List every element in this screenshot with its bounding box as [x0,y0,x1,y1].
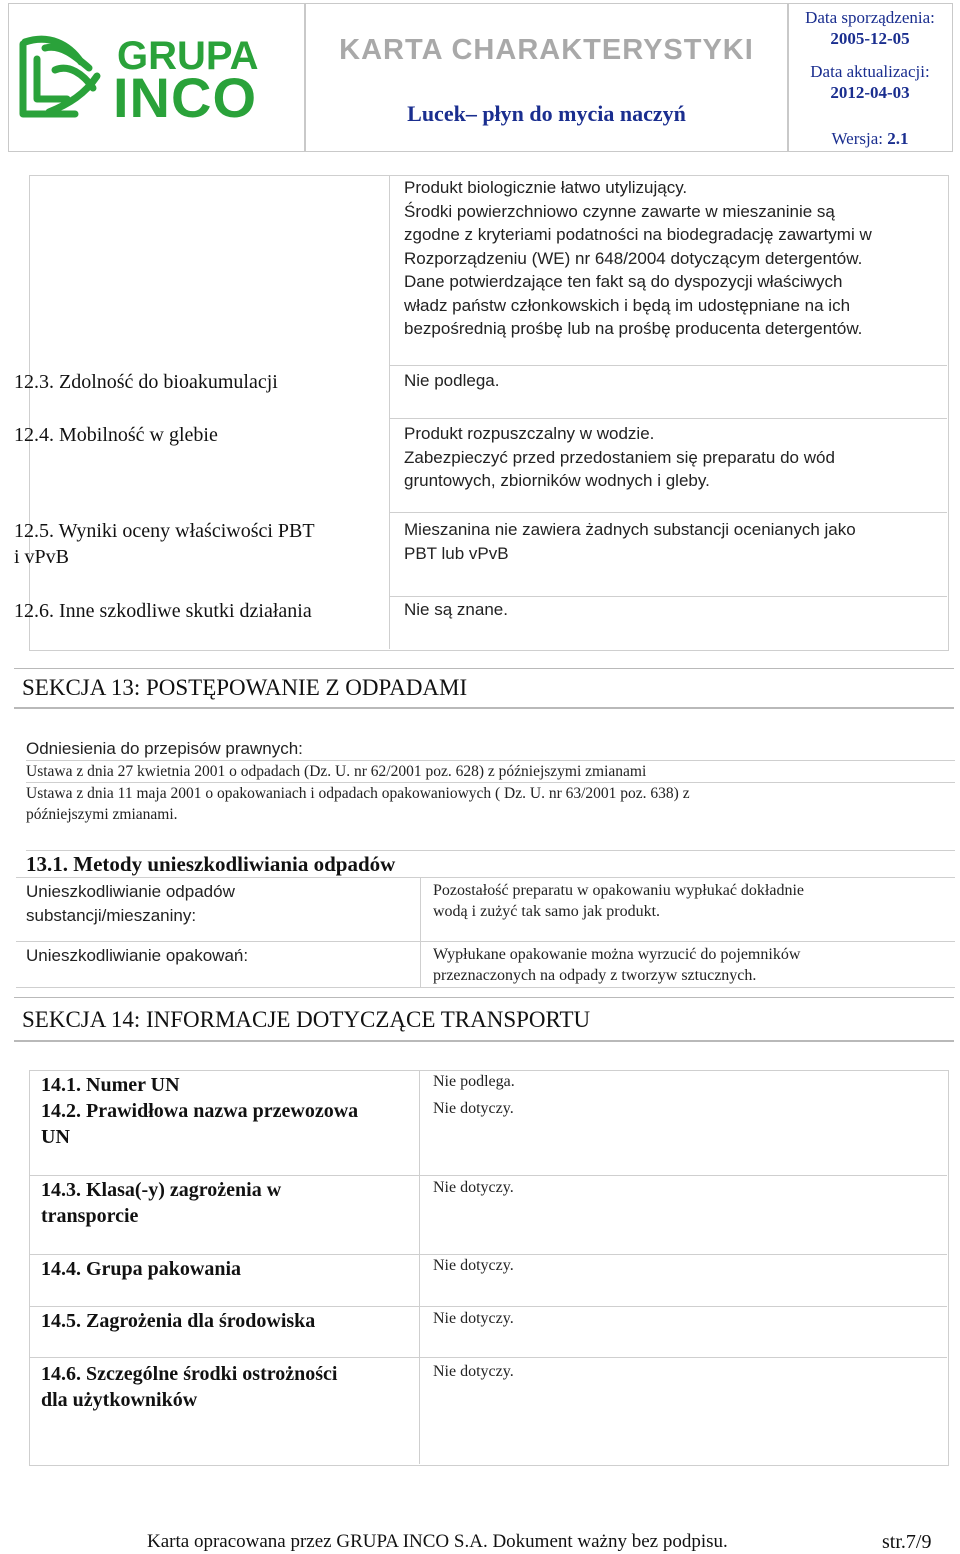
legal-reference-line: Ustawa z dnia 11 maja 2001 o opakowaniach i odpadach opakowaniowych ( Dz. U. nr 63/2001 poz. 638) z [26,785,690,802]
row-line [26,760,955,761]
section12-intro [404,176,872,341]
label-line: 12.5. Wyniki oceny właściwości PBT [14,520,315,542]
label-line: 14.3. Klasa(-y) zagrożenia w [41,1179,282,1201]
transport-row-value: Nie dotyczy. [433,1363,514,1380]
s12-row-value [404,369,499,393]
row-line [16,987,955,988]
transport-row-label [41,1361,337,1413]
label-line: 12.6. Inne szkodliwe skutki działania [14,600,312,622]
waste-methods-heading: 13.1. Metody unieszkodliwiania odpadów [26,852,396,876]
version-value: 2.1 [887,129,909,148]
updated-date-label: Data aktualizacji: [810,62,930,81]
section13-heading-underline [14,707,954,709]
legal-references-label: Odniesienia do przepisów prawnych: [26,739,303,758]
section12-divider [389,175,390,649]
intro-line: bezpośrednią prośbę lub na prośbę producenta detergentów. [404,319,863,338]
value-line: gruntowych, zbiorników wodnych i gleby. [404,471,710,490]
updated-date-value: 2012-04-03 [830,83,910,102]
row-line [26,782,955,783]
waste-row-value [433,880,804,922]
value-line: Nie są znane. [404,600,508,619]
label-line: 14.1. Numer UN [41,1074,180,1096]
label-line: 14.6. Szczególne środki ostrożności [41,1363,338,1385]
value-line: wodą i zużyć tak samo jak produkt. [433,903,661,920]
label-line: 12.4. Mobilność w glebie [14,424,218,446]
section14-heading-underline [14,1040,954,1042]
s12-row-label [14,598,312,624]
legal-reference-line: późniejszymi zmianami. [26,806,178,823]
value-line: Mieszanina nie zawiera żadnych substancji ocenianych jako [404,520,856,539]
row-line [26,850,955,851]
row-line [389,512,947,513]
value-line: PBT lub vPvB [404,543,509,563]
transport-row-label [41,1098,358,1150]
intro-line: władz państw członkowskich i będą im udostępniane na ich [404,295,851,315]
label-line: i vPvB [14,546,70,568]
section13-divider [420,877,421,987]
value-line: Nie podlega. [404,371,500,390]
logo-text-grupa: GRUPA [117,34,259,78]
transport-row-value: Nie dotyczy. [433,1179,514,1196]
s12-row-value [404,518,856,565]
s12-row-label [14,518,315,570]
intro-line: Dane potwierdzające ten fakt są do dyspozycji właściwych [404,272,843,291]
row-line [389,596,947,597]
s12-row-label [14,369,278,395]
value-line: Wypłukane opakowanie można wyrzucić do pojemników [433,946,801,963]
document-title: KARTA CHARAKTERYSTYKI [339,34,754,66]
transport-row-label [41,1072,180,1098]
section13-top-line [14,668,954,669]
title-box [304,3,789,152]
intro-line: zgodne z kryteriami podatności na biodegradację zawartymi w [404,225,872,244]
product-name: Lucek– płyn do mycia naczyń [407,101,686,126]
transport-row-label [41,1177,281,1229]
label-line: dla użytkowników [41,1389,198,1411]
row-line [29,1306,947,1307]
logo-text-inco: INCO [113,66,257,129]
legal-reference-line: Ustawa z dnia 27 kwietnia 2001 o odpadach (Dz. U. nr 62/2001 poz. 628) z późniejszymi zmianami [26,763,647,780]
transport-row-label [41,1256,241,1282]
grupa-inco-logo [9,4,305,151]
label-line: 12.3. Zdolność do bioakumulacji [14,371,278,393]
row-line [389,418,947,419]
version-line [788,129,952,149]
dates-box [787,3,953,152]
page-number: str.7/9 [882,1531,932,1553]
s12-row-value [404,422,835,493]
created-date-label: Data sporządzenia: [805,8,935,27]
label-line: 14.4. Grupa pakowania [41,1258,242,1280]
row-line [16,877,955,878]
row-line [29,1254,947,1255]
label-line: Unieszkodliwianie opakowań: [26,946,249,965]
waste-row-value [433,944,800,986]
transport-row-label [41,1308,315,1334]
label-line: Unieszkodliwianie odpadów [26,882,235,901]
s12-row-label [14,422,218,448]
section13-heading: SEKCJA 13: POSTĘPOWANIE Z ODPADAMI [22,675,468,700]
transport-row-value: Nie podlega. [433,1073,515,1090]
row-line [389,365,947,366]
created-date-value: 2005-12-05 [830,29,910,48]
section14-heading: SEKCJA 14: INFORMACJE DOTYCZĄCE TRANSPORTU [22,1007,591,1032]
transport-row-value: Nie dotyczy. [433,1310,514,1327]
version-label: Wersja: [831,129,883,148]
row-line [29,1175,947,1176]
value-line: Pozostałość preparatu w opakowaniu wypłukać dokładnie [433,882,805,899]
label-line: UN [41,1126,70,1148]
label-line: 14.2. Prawidłowa nazwa przewozowa [41,1100,359,1122]
logo-box [8,3,306,152]
row-line [29,1357,947,1358]
label-line: substancji/mieszaniny: [26,906,197,925]
row-line [16,941,955,942]
value-line: przeznaczonych na odpady z tworzyw sztucznych. [433,967,757,984]
value-line: Zabezpieczyć przed przedostaniem się preparatu do wód [404,447,835,467]
intro-line: Środki powierzchniowo czynne zawarte w mieszaninie są [404,201,835,221]
transport-row-value: Nie dotyczy. [433,1100,514,1117]
s12-row-value [404,598,508,622]
label-line: 14.5. Zagrożenia dla środowiska [41,1310,316,1332]
value-line: Produkt rozpuszczalny w wodzie. [404,424,655,443]
waste-row-label [26,880,235,928]
section14-top-line [14,997,954,998]
label-line: transporcie [41,1205,139,1227]
waste-row-label [26,944,248,968]
transport-row-value: Nie dotyczy. [433,1257,514,1274]
section14-divider [419,1070,420,1464]
intro-line: Rozporządzeniu (WE) nr 648/2004 dotyczącym detergentów. [404,248,863,268]
intro-line: Produkt biologicznie łatwo utylizujący. [404,178,688,197]
footer-note: Karta opracowana przez GRUPA INCO S.A. Dokument ważny bez podpisu. [147,1531,728,1552]
